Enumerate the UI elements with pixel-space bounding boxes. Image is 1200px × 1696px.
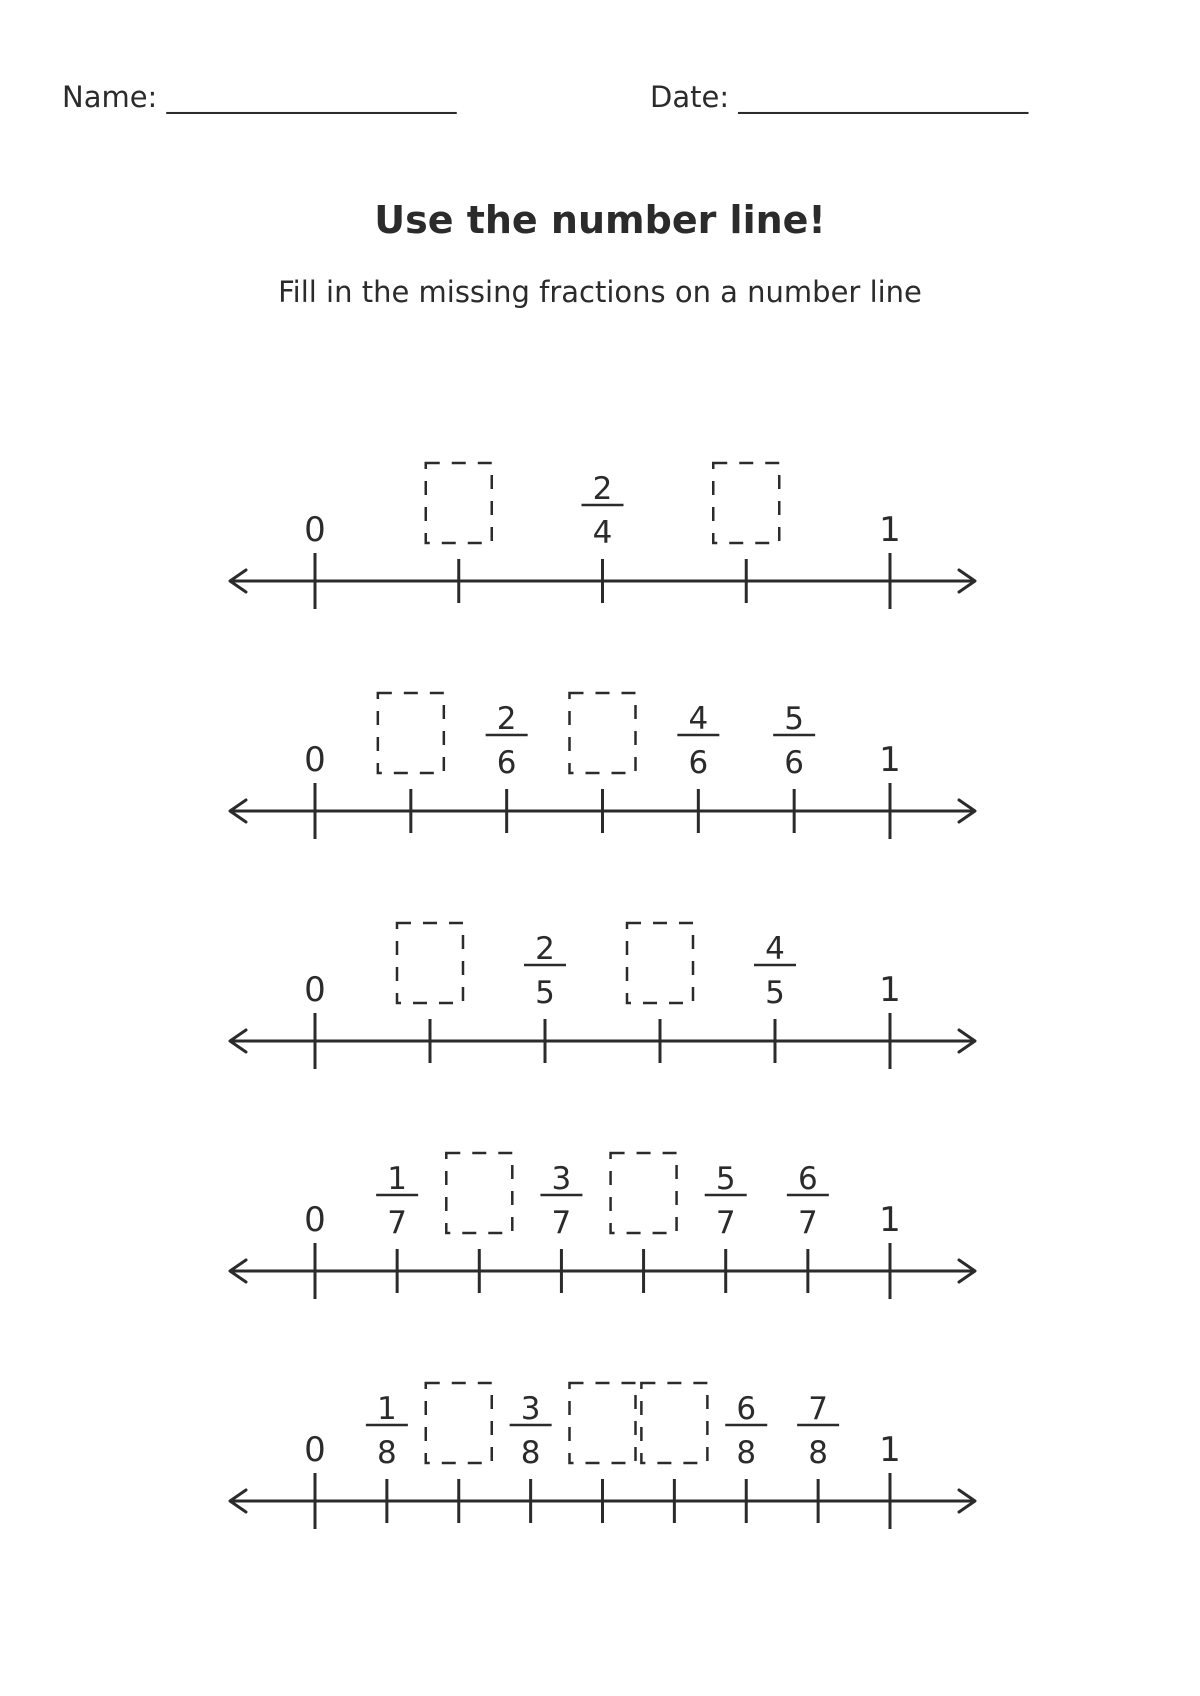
page-subtitle: Fill in the missing fractions on a number line	[278, 275, 922, 309]
fraction-denominator: 7	[797, 1205, 818, 1241]
label-one: 1	[879, 1430, 901, 1470]
fraction-denominator: 8	[808, 1435, 828, 1471]
fraction-denominator: 8	[520, 1435, 541, 1471]
fraction-denominator: 8	[736, 1435, 757, 1471]
fraction-numerator: 5	[784, 701, 805, 737]
fraction-numerator: 6	[797, 1161, 818, 1197]
label-one: 1	[879, 510, 901, 550]
fraction-numerator: 5	[715, 1161, 736, 1197]
fraction-denominator: 7	[715, 1205, 736, 1241]
fraction-denominator: 5	[535, 975, 555, 1011]
fraction-numerator: 2	[535, 931, 555, 967]
fraction-denominator: 7	[551, 1205, 572, 1241]
fraction-numerator: 1	[387, 1161, 408, 1197]
fraction-denominator: 5	[765, 975, 785, 1011]
answer-box	[397, 923, 463, 1003]
fraction-denominator: 6	[496, 745, 517, 781]
fraction-numerator: 7	[808, 1391, 828, 1427]
label-zero: 0	[304, 740, 326, 780]
label-one: 1	[879, 740, 901, 780]
page-title: Use the number line!	[374, 198, 826, 242]
fraction-denominator: 7	[387, 1205, 408, 1241]
label-zero: 0	[304, 970, 326, 1010]
answer-box	[426, 463, 492, 543]
fraction-numerator: 3	[520, 1391, 541, 1427]
fraction-denominator: 6	[688, 745, 709, 781]
label-zero: 0	[304, 1200, 326, 1240]
date-field[interactable]: Date: ____________________	[650, 80, 1029, 114]
fraction-numerator: 1	[377, 1391, 397, 1427]
fraction-numerator: 4	[765, 931, 785, 967]
fraction-denominator: 6	[784, 745, 805, 781]
answer-box	[570, 1383, 636, 1463]
label-zero: 0	[304, 1430, 326, 1470]
fraction-numerator: 6	[736, 1391, 757, 1427]
answer-box	[641, 1383, 707, 1463]
fraction-denominator: 8	[377, 1435, 397, 1471]
answer-box	[378, 693, 444, 773]
answer-box	[627, 923, 693, 1003]
label-one: 1	[879, 1200, 901, 1240]
label-zero: 0	[304, 510, 326, 550]
answer-box	[426, 1383, 492, 1463]
fraction-numerator: 4	[688, 701, 709, 737]
answer-box	[446, 1153, 512, 1233]
fraction-numerator: 3	[551, 1161, 572, 1197]
name-field[interactable]: Name: ____________________	[62, 80, 457, 114]
answer-box	[713, 463, 779, 543]
fraction-numerator: 2	[592, 471, 613, 507]
fraction-numerator: 2	[496, 701, 517, 737]
answer-box	[611, 1153, 677, 1233]
fraction-denominator: 4	[592, 515, 613, 551]
label-one: 1	[879, 970, 901, 1010]
answer-box	[570, 693, 636, 773]
